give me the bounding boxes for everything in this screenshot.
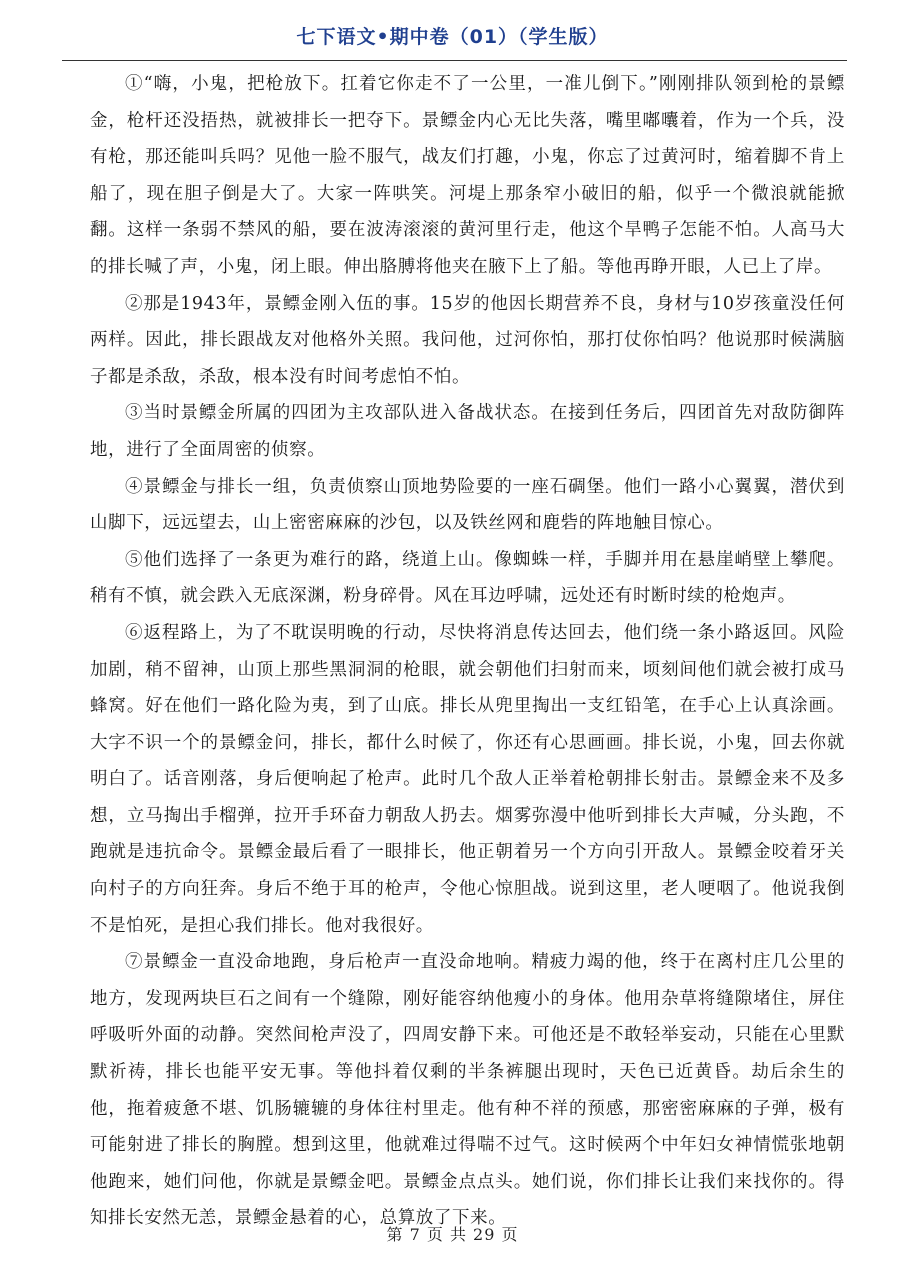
header-divider bbox=[62, 60, 847, 61]
paragraph-1: ①“嗨，小鬼，把枪放下。扛着它你走不了一公里，一准儿倒下。”刚刚排队领到枪的景鳔金，枪杆还没捂热，就被排长一把夺下。景鳔金内心无比失落，嘴里嘟囔着，作为一个兵，没有枪，那还能叫兵吗？见他一脸不服气，战友们打趣，小鬼，你忘了过黄河时，缩着脚不肯上船了，现在胆子倒是大了。大家一阵哄笑。河堤上那条窄小破旧的船，似乎一个微浪就能掀翻。这样一条弱不禁风的船，要在波涛滚滚的黄河里行走，他这个旱鸭子怎能不怕。人高马大的排长喊了声，小鬼，闭上眼。伸出胳膊将他夹在腋下上了船。等他再睁开眼，人已上了岸。 bbox=[90, 74, 845, 277]
paragraph-2: ②那是1943年，景鳔金刚入伍的事。15岁的他因长期营养不良，身材与10岁孩童没任何两样。因此，排长跟战友对他格外关照。我问他，过河你怕，那打仗你怕吗？他说那时候满脑子都是杀敌，杀敌，根本没有时间考虑怕不怕。 bbox=[90, 293, 845, 387]
paragraph-3: ③当时景鳔金所属的四团为主攻部队进入备战状态。在接到任务后，四团首先对敌防御阵地，进行了全面周密的侦察。 bbox=[90, 403, 845, 460]
page-number: 第 7 页 共 29 页 bbox=[386, 1225, 519, 1244]
paragraph-7: ⑦景鳔金一直没命地跑，身后枪声一直没命地响。精疲力竭的他，终于在离村庄几公里的地方，发现两块巨石之间有一个缝隙，刚好能容纳他瘦小的身体。他用杂草将缝隙堵住，屏住呼吸听外面的动静。突然间枪声没了，四周安静下来。可他还是不敢轻举妄动，只能在心里默默祈祷，排长也能平安无事。等他抖着仅剩的半条裤腿出现时，天色已近黄昏。劫后余生的他，拖着疲惫不堪、饥肠辘辘的身体往村里走。他有种不祥的预感，那密密麻麻的子弹，极有可能射进了排长的胸膛。想到这里，他就难过得喘不过气。这时候两个中年妇女神情慌张地朝他跑来，她们问他，你就是景鳔金吧。景鳔金点点头。她们说，你们排长让我们来找你的。得知排长安然无恙，景鳔金悬着的心，总算放了下来。 bbox=[90, 952, 845, 1229]
page-header-title: 七下语文•期中卷（01）（学生版） bbox=[296, 26, 609, 48]
paragraph-6: ⑥返程路上，为了不耽误明晚的行动，尽快将消息传达回去，他们绕一条小路返回。风险加剧，稍不留神，山顶上那些黑洞洞的枪眼，就会朝他们扫射而来，顷刻间他们就会被打成马蜂窝。好在他们一路化险为夷，到了山底。排长从兜里掏出一支红铅笔，在手心上认真涂画。大字不识一个的景鳔金问，排长，都什么时候了，你还有心思画画。排长说，小鬼，回去你就明白了。话音刚落，身后便响起了枪声。此时几个敌人正举着枪朝排长射击。景鳔金来不及多想，立马掏出手榴弹，拉开手环奋力朝敌人扔去。烟雾弥漫中他听到排长大声喊，分头跑，不跑就是违抗命令。景鳔金最后看了一眼排长，他正朝着另一个方向引开敌人。景鳔金咬着牙关向村子的方向狂奔。身后不绝于耳的枪声，令他心惊胆战。说到这里，老人哽咽了。他说我倒不是怕死，是担心我们排长。他对我很好。 bbox=[90, 622, 845, 936]
paragraph-4: ④景鳔金与排长一组，负责侦察山顶地势险要的一座石碉堡。他们一路小心翼翼，潜伏到山脚下，远远望去，山上密密麻麻的沙包，以及铁丝网和鹿砦的阵地触目惊心。 bbox=[90, 476, 845, 534]
article-body bbox=[90, 66, 845, 1237]
paragraph-5: ⑤他们选择了一条更为难行的路，绕道上山。像蜘蛛一样，手脚并用在悬崖峭壁上攀爬。稍有不慎，就会跌入无底深渊，粉身碎骨。风在耳边呼啸，远处还有时断时续的枪炮声。 bbox=[90, 549, 845, 607]
